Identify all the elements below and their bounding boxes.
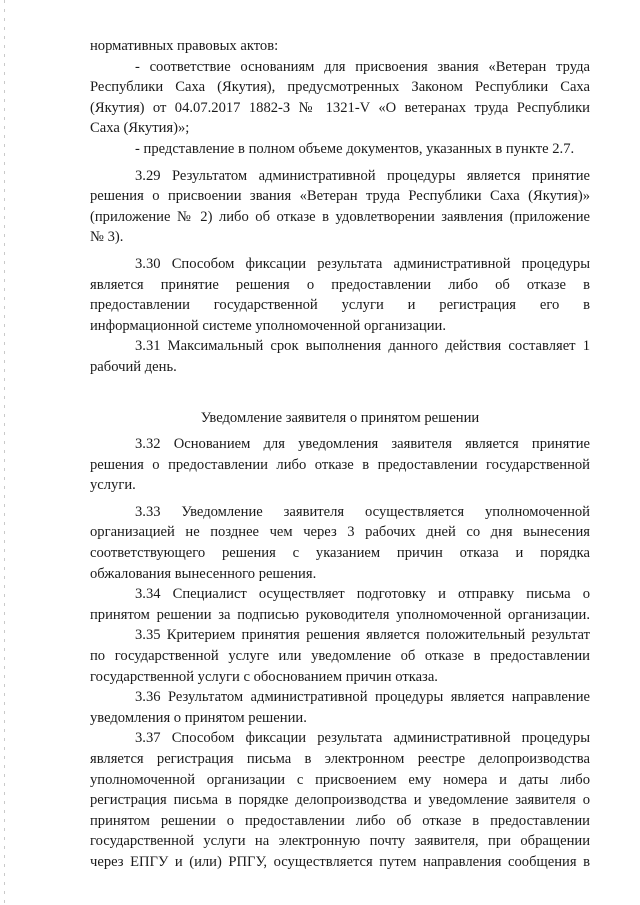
- section-heading: Уведомление заявителя о принятом решении: [200, 409, 480, 426]
- text-line: 3.37 Способом фиксации результата административной процедуры: [135, 730, 590, 747]
- text-line: 3.29 Результатом административной процедуры является принятие: [135, 167, 590, 184]
- text-line: принятом решении за подписью руководителя уполномоченной организации.: [90, 606, 590, 623]
- text-line: организацией не позднее чем через 3 рабочих дней со дня вынесения: [90, 524, 590, 541]
- text-line: 3.36 Результатом административной процедуры является направление: [135, 689, 590, 706]
- text-line: уведомления о принятом решении.: [90, 709, 307, 726]
- text-line: (Якутия) от 04.07.2017 1882-З № 1321-V «О ветеранах труда Республики: [90, 99, 590, 116]
- text-line: уполномоченной организации с присвоением ему номера и даты либо: [90, 771, 590, 788]
- text-line: рабочий день.: [90, 358, 177, 375]
- text-line: государственной услуги на электронную почту заявителя, при обращении: [90, 833, 590, 850]
- text-line: Республики Саха (Якутия), предусмотренных Законом Республики Саха: [90, 79, 590, 96]
- text-line: предоставлении государственной услуги и регистрация его в: [90, 297, 590, 314]
- text-line: обжалования вынесенного решения.: [90, 565, 317, 582]
- text-line: 3.30 Способом фиксации результата административной процедуры: [135, 255, 590, 272]
- text-line: (приложение № 2) либо об отказе в удовлетворении заявления (приложение: [90, 208, 590, 225]
- text-line: нормативных правовых актов:: [90, 38, 279, 54]
- text-line: принятом решении о предоставлении либо об отказе в предоставлении: [90, 812, 590, 829]
- text-line: решения о предоставлении либо отказе в предоставлении государственной: [90, 456, 590, 473]
- text-line: 3.35 Критерием принятия решения является положительный результат: [135, 627, 590, 644]
- text-line: 3.34 Специалист осуществляет подготовку и отправку письма о: [135, 586, 590, 603]
- text-line: 3.31 Максимальный срок выполнения данного действия составляет 1: [135, 338, 590, 355]
- text-line: информационной системе уполномоченной организации.: [90, 317, 447, 334]
- scan-edge-mark: [4, 0, 5, 905]
- text-line: 3.33 Уведомление заявителя осуществляется уполномоченной: [135, 503, 590, 520]
- text-line: Саха (Якутия)»;: [90, 120, 190, 137]
- text-line: является регистрация письма в электронном реестре делопроизводства: [90, 751, 590, 767]
- text-line: соответствующего решения с указанием причин отказа и порядка: [90, 545, 590, 562]
- text-line: по государственной услуге или уведомление об отказе в предоставлении: [90, 648, 590, 665]
- text-line: регистрация письма в порядке делопроизводства и уведомление заявителя о: [90, 792, 590, 809]
- text-line: государственной услуги с обоснованием причин отказа.: [90, 668, 438, 685]
- text-line: решения о присвоении звания «Ветеран труда Республики Саха (Якутия)»: [90, 188, 590, 205]
- text-line: - соответствие основаниям для присвоения звания «Ветеран труда: [135, 58, 590, 75]
- text-line: услуги.: [90, 477, 136, 494]
- document-page: [90, 36, 590, 873]
- text-line: через ЕПГУ и (или) РПГУ, осуществляется путем направления сообщения в: [90, 853, 590, 870]
- text-line: является принятие решения о предоставлении либо об отказе в: [90, 276, 590, 293]
- text-line: № 3).: [90, 229, 124, 246]
- text-line: - представление в полном объеме документов, указанных в пункте 2.7.: [135, 140, 575, 157]
- text-line: 3.32 Основанием для уведомления заявителя является принятие: [135, 436, 590, 453]
